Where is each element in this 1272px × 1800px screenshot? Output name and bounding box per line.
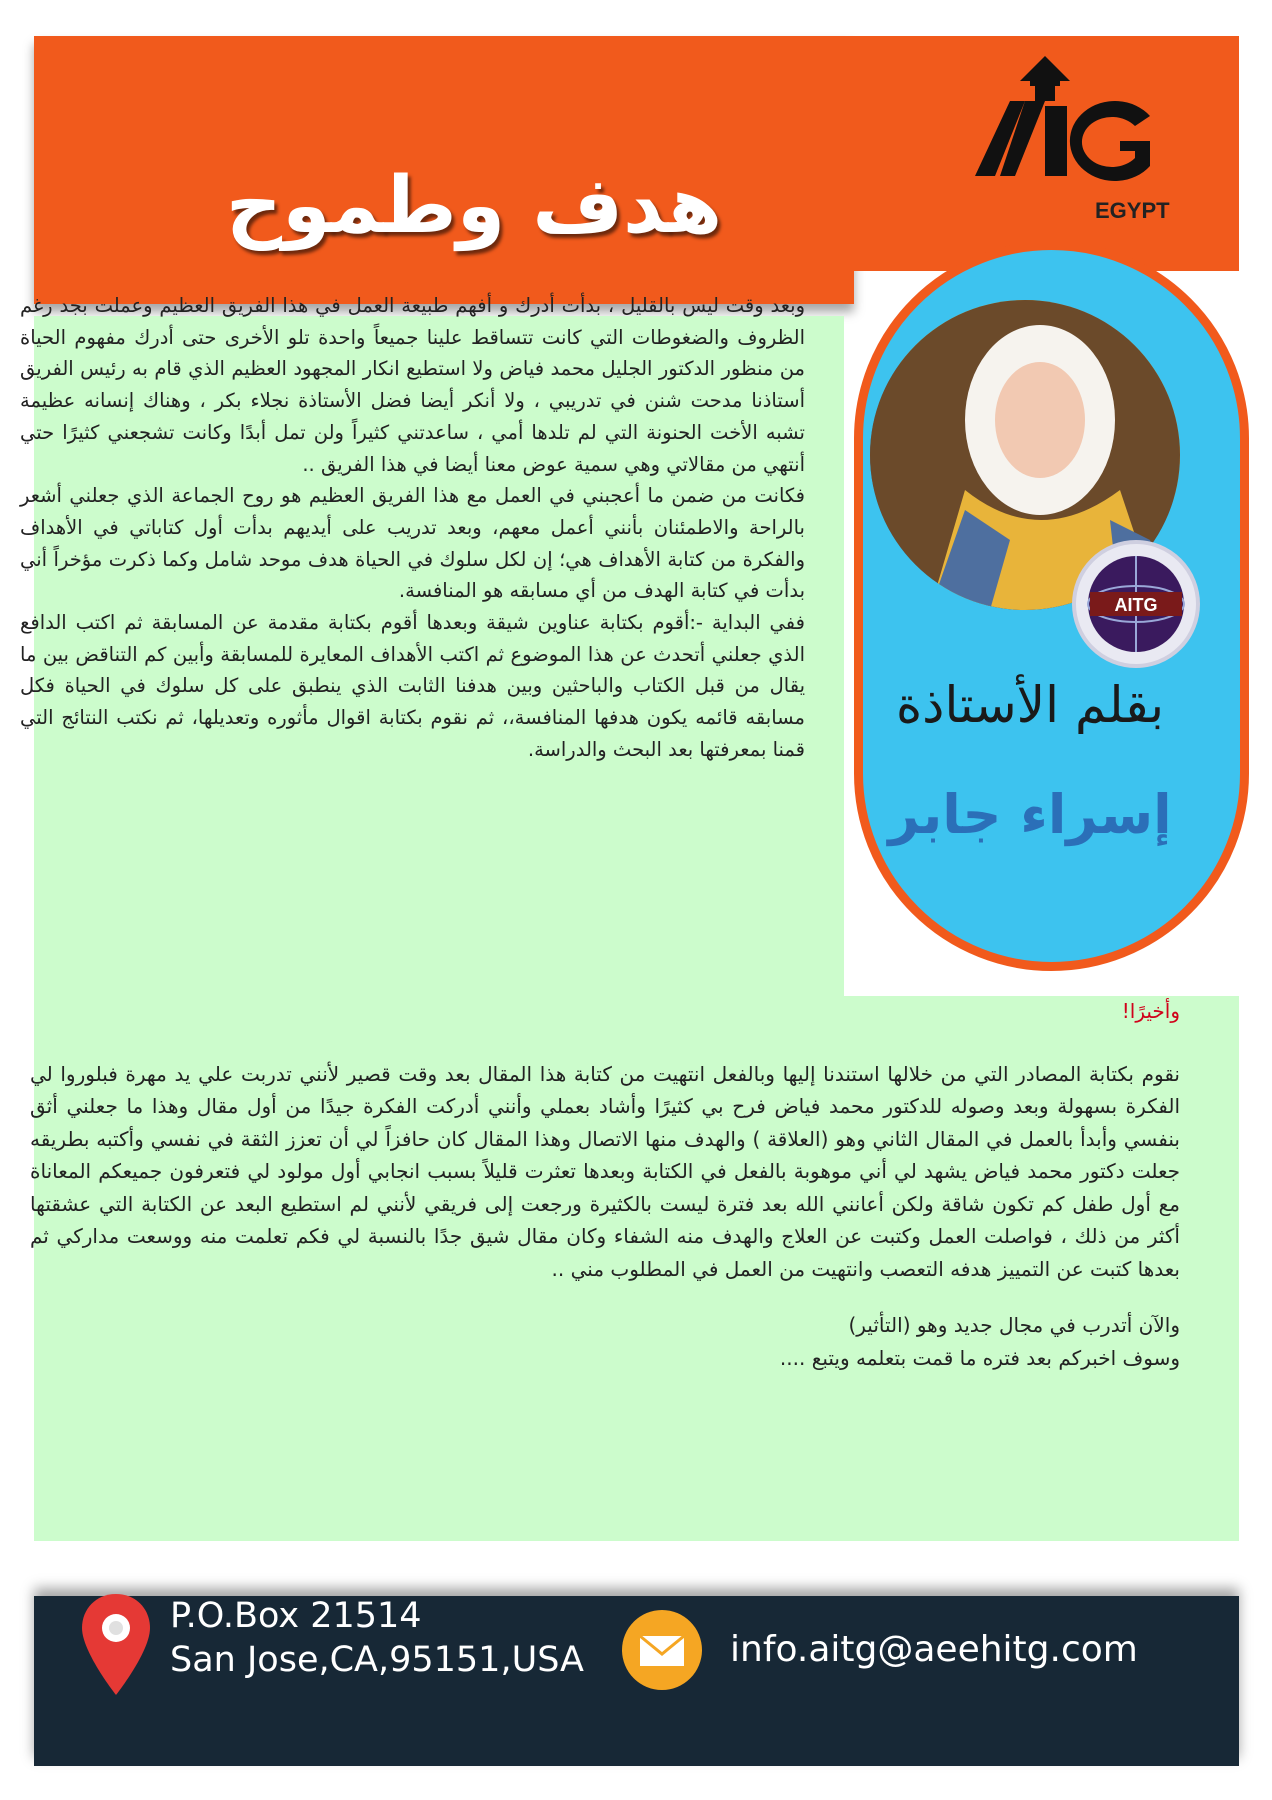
location-pin-icon [80,1592,152,1697]
globe-icon [1076,544,1196,664]
aitg-badge [1072,540,1200,668]
logo-subtext: EGYPT [1095,198,1170,223]
article-paragraph: فكانت من ضمن ما أعجبني في العمل مع هذا الفريق العظيم هو روح الجماعة الذي جعلني أشعر بالراحة والاطمئنان بأنني أعمل معهم، وبعد تدريب على أيديهم بدأت أول كتاباتي في الأهداف والفكرة من كتابة الأهداف هي؛ إن لكل سلوك في الحياة هدف موحد شامل وكما ذكرت مؤخراً أني بدأت في كتابة الهدف من أي مسابقه هو المنافسة. [20,484,805,603]
address [170,1594,590,1694]
lower-paragraph: نقوم بكتابة المصادر التي من خلالها استندنا إليها وبالفعل انتهيت من كتابة هذا المقال بعد وقت قصير لأنني تدربت علي يد مهرة فبلوروا لي الفكرة بسهولة وبعد وصوله للدكتور محمد فياض فرح بي كثيرًا وأشاد بعملي وأنني أدركت الفكرة جيدًا من أول مقال وهذا ما جعلني أثق بنفسي وأبدأ بالعمل في المقال الثاني وهو (العلاقة ) والهدف منها الاتصال وهذا المقال كان حافزاً لي أن تعزز الثقة في نفسي وأكتبه بطريقه جعلت دكتور محمد فياض يشهد لي أني موهوبة بالفعل في الكتابة وبعدها تعثرت قليلاً بسبب انجابي أول مولود لي فتعرفون جميعكم المعاناة مع أول طفل كم تكون شاقة ولكن أعانني الله بعد فترة ليست بالكثيرة ورجعت إلى فريقي لأنني لم استطيع البعد عن الكتابة التي عشقتها أكثر من ذلك ، فواصلت العمل وكتبت عن العلاج والهدف منه الشفاء وكان مقال شيق جدًا بالنسبة لي فكم تعلمت منه ووسعت مداركي ثم بعدها كتبت عن التمييز هدفه التعصب وانتهيت من العمل في المطلوب مني .. [30,1061,1180,1281]
closing-line: والآن أتدرب في مجال جديد وهو (التأثير) [848,1313,1180,1337]
email-link[interactable]: info.aitg@aeehitg.com [730,1629,1138,1670]
closing-line: وسوف اخبركم بعد فتره ما قمت بتعلمه ويتبع .... [779,1345,1180,1370]
author-name: إسراء جابر [888,783,1172,846]
lower-article-section [30,995,1180,1475]
article-paragraph: ففي البداية -:أقوم بكتابة عناوين شيقة وبعدها أقوم بكتابة مقدمة عن المسابقة ثم اكتب الدافع الذي جعلني أتحدث عن هذا الموضوع ثم اكتب الأهداف المعايرة للمسابقة وأبين كم التناقض بين ما يقال من قبل الكتاب والباحثين وبين هدفنا الثابت الذي ينطبق على كل سلوك في الحياة فكل مسابقه قائمه يكون هدفها المنافسة،، ثم نقوم بكتابة اقوال مأثوره وتعديلها، ثم نكتب النتائج التي قمنا بمعرفتها بعد البحث والدراسة. [20,611,805,761]
address-line: San Jose,CA,95151,USA [170,1640,585,1680]
finally-heading: وأخيرًا! [1121,999,1180,1023]
article-text [20,290,805,950]
aitg-logo [975,46,1190,241]
logo-icon [975,46,1190,241]
header-band [34,36,854,304]
address-line: P.O.Box 21514 [170,1596,422,1636]
article-paragraph: وبعد وقت ليس بالقليل ، بدأت أدرك و أفهم طبيعة العمل في هذا الفريق العظيم وعملت بجد رغم الظروف والضغوطات التي كانت تتساقط علينا جميعاً واحدة تلو الأخرى حتى أدرك مفهوم الحياة من منظور الدكتور الجليل محمد فياض ولا استطيع انكار المجهود العظيم الذي قام به رئيس الفريق أستاذنا مدحت شنن في تدريبي ، ولا أنكر أيضا فضل الأستاذة نجلاء بكر ، وهناك إنسانه عظيمة تشبه الأخت الحنونة التي لم تلدها أمي ، ساعدتني كثيراً ولن تمل أبدًا وكانت تشجعني كثيرًا حتي أنتهي من مقالاتي وهي سمية عوض معنا أيضا في هذا الفريق .. [20,294,805,476]
badge-text: AITG [1114,595,1158,615]
author-prefix: بقلم الأستاذة [895,676,1165,734]
closing-lines [30,1309,1180,1374]
mail-icon [620,1608,704,1692]
page-title: هدف وطموح [225,161,723,251]
